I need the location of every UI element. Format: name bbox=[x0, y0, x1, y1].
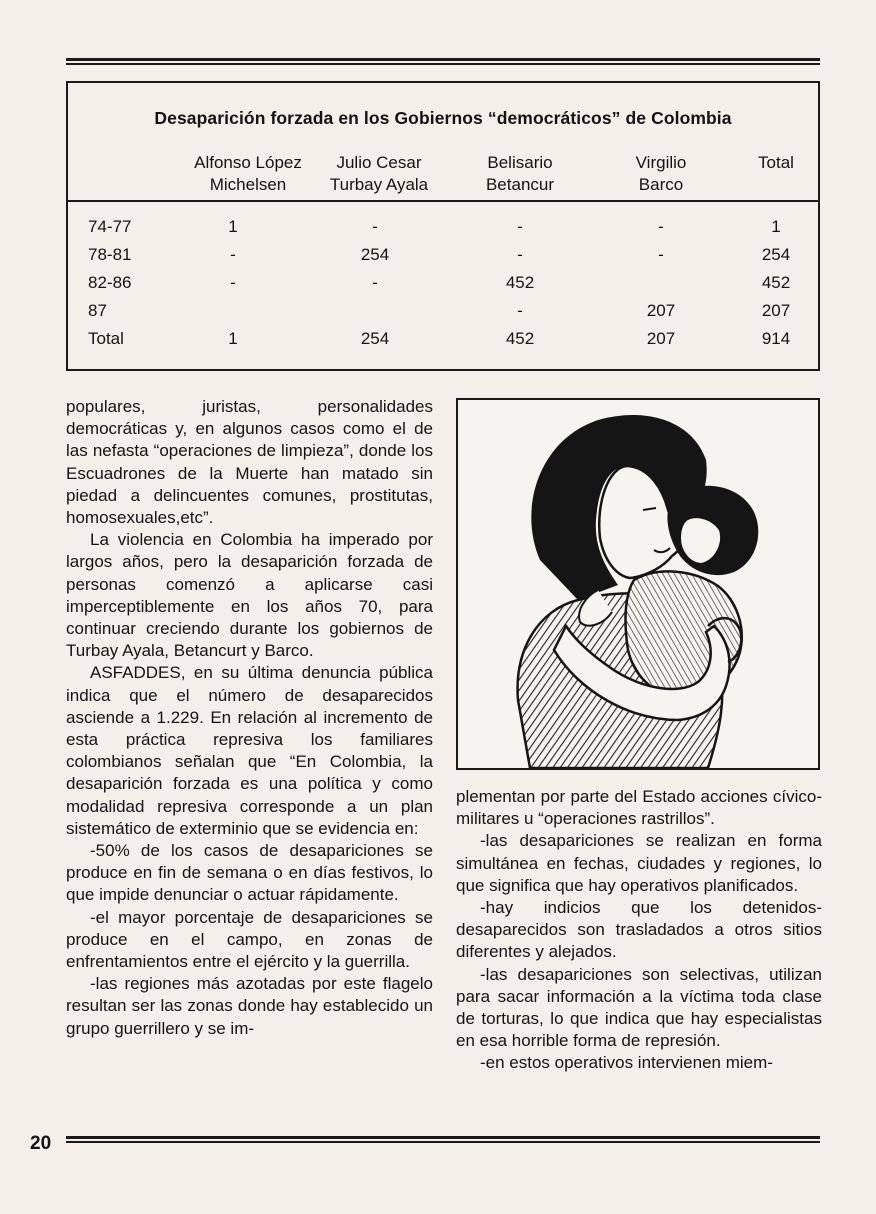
header-line: Barco bbox=[638, 175, 684, 194]
paragraph: -en estos operativos intervienen miem- bbox=[480, 1053, 773, 1073]
paragraph: -el mayor porcentaje de desapariciones se produce en el campo, en zonas de enfrentamientos entre el ejército y la guerrilla. bbox=[66, 907, 433, 972]
turbay-cell: - bbox=[372, 217, 378, 236]
header-lopez-michelsen bbox=[166, 152, 330, 196]
barco-cell: - bbox=[658, 217, 664, 236]
paragraph: La violencia en Colombia ha imperado por largos años, pero la desaparición forzada de personas comenzó a aplicarse casi imperceptiblemente en los años 70, para continuar creciendo durante los gobiernos de Turbay Ayala, Betancurt y Barco. bbox=[66, 530, 433, 661]
header-rule bbox=[68, 200, 818, 202]
header-line: Alfonso López bbox=[194, 153, 302, 172]
table-row bbox=[68, 273, 818, 301]
header-line: Total bbox=[758, 153, 794, 172]
period-cell: 82-86 bbox=[88, 273, 132, 292]
paragraph: ASFADDES, en su última denuncia pública indica que el número de desaparecidos asciende a 1.229. En relación al incremento de esta práctica represiva los familiares colombianos señalan que “En Colombia, la desaparición forzada es una política y como modalidad represiva corresponde a un plan sistemático de exterminio que se evidencia en: bbox=[66, 663, 433, 838]
table-row bbox=[68, 301, 818, 329]
disappearances-table bbox=[66, 81, 820, 371]
total-cell: 254 bbox=[761, 245, 791, 264]
betancur-cell: - bbox=[517, 217, 523, 236]
header-barco bbox=[616, 152, 706, 196]
period-cell: Total bbox=[88, 329, 124, 348]
turbay-cell: - bbox=[372, 273, 378, 292]
turbay-cell: 254 bbox=[360, 245, 390, 264]
betancur-cell: 452 bbox=[505, 329, 535, 348]
period-cell: 78-81 bbox=[88, 245, 132, 264]
barco-cell: - bbox=[658, 245, 664, 264]
paragraph: -hay indicios que los detenidos-desaparecidos son trasladados a otros sitios diferentes y alejados. bbox=[456, 898, 822, 962]
header-line: Belisario bbox=[487, 153, 553, 172]
paragraph: plementan por parte del Estado acciones cívico-militares u “operaciones rastrillos”. bbox=[456, 787, 822, 829]
table-title: Desaparición forzada en los Gobiernos “democráticos” de Colombia bbox=[154, 108, 732, 128]
paragraph: -las desapariciones se realizan en forma simultánea en fechas, ciudades y regiones, lo que significa que hay operativos planificados. bbox=[456, 831, 822, 895]
lopez-cell: - bbox=[230, 273, 236, 292]
table-row bbox=[68, 329, 818, 357]
header-line: Virgilio bbox=[635, 153, 687, 172]
table-row bbox=[68, 245, 818, 273]
illustration-drawing bbox=[458, 400, 818, 768]
betancur-cell: - bbox=[517, 301, 523, 320]
period-cell: 87 bbox=[88, 301, 107, 320]
total-cell: 1 bbox=[771, 217, 781, 236]
mother-and-child-illustration bbox=[456, 398, 820, 770]
lopez-cell: - bbox=[230, 245, 236, 264]
page-number: 20 bbox=[30, 1133, 52, 1154]
header-turbay-ayala bbox=[314, 152, 444, 196]
period-cell: 74-77 bbox=[88, 217, 132, 236]
paragraph: -las desapariciones son selectivas, utilizan para sacar información a la víctima toda clase de torturas, lo que indica que hay especialistas en esa horrible forma de represión. bbox=[456, 964, 822, 1051]
lopez-cell: 1 bbox=[228, 329, 238, 348]
turbay-cell: 254 bbox=[360, 329, 390, 348]
betancur-cell: 452 bbox=[505, 273, 535, 292]
header-line: Michelsen bbox=[209, 175, 287, 194]
right-text-column bbox=[456, 786, 822, 1075]
total-cell: 207 bbox=[761, 301, 791, 320]
barco-cell: 207 bbox=[646, 301, 676, 320]
betancur-cell: - bbox=[517, 245, 523, 264]
paragraph: -50% de los casos de desapariciones se produce en fin de semana o en días festivos, lo que impide denunciar o actuar rápidamente. bbox=[66, 841, 433, 905]
header-line: Julio Cesar bbox=[336, 153, 422, 172]
bottom-rule bbox=[66, 1136, 820, 1143]
header-total bbox=[748, 152, 804, 174]
barco-cell: 207 bbox=[646, 329, 676, 348]
header-line: Betancur bbox=[485, 175, 555, 194]
total-cell: 914 bbox=[761, 329, 791, 348]
paragraph: -las regiones más azotadas por este flagelo resultan ser las zonas donde hay establecido un grupo guerrillero y se im- bbox=[66, 974, 433, 1038]
table-row bbox=[68, 217, 818, 245]
total-cell: 452 bbox=[761, 273, 791, 292]
lopez-cell: 1 bbox=[228, 217, 238, 236]
header-line: Turbay Ayala bbox=[329, 175, 429, 194]
top-rule bbox=[66, 58, 820, 65]
header-betancur bbox=[470, 152, 570, 196]
paragraph: populares, juristas, personalidades democráticas y, en algunos casos como el de las nefasta “operaciones de limpieza”, donde los Escuadrones de la Muerte han matado sin piedad a delincuentes comunes, prostitutas, homosexuales,etc”. bbox=[66, 397, 433, 528]
left-text-column bbox=[66, 396, 433, 1040]
